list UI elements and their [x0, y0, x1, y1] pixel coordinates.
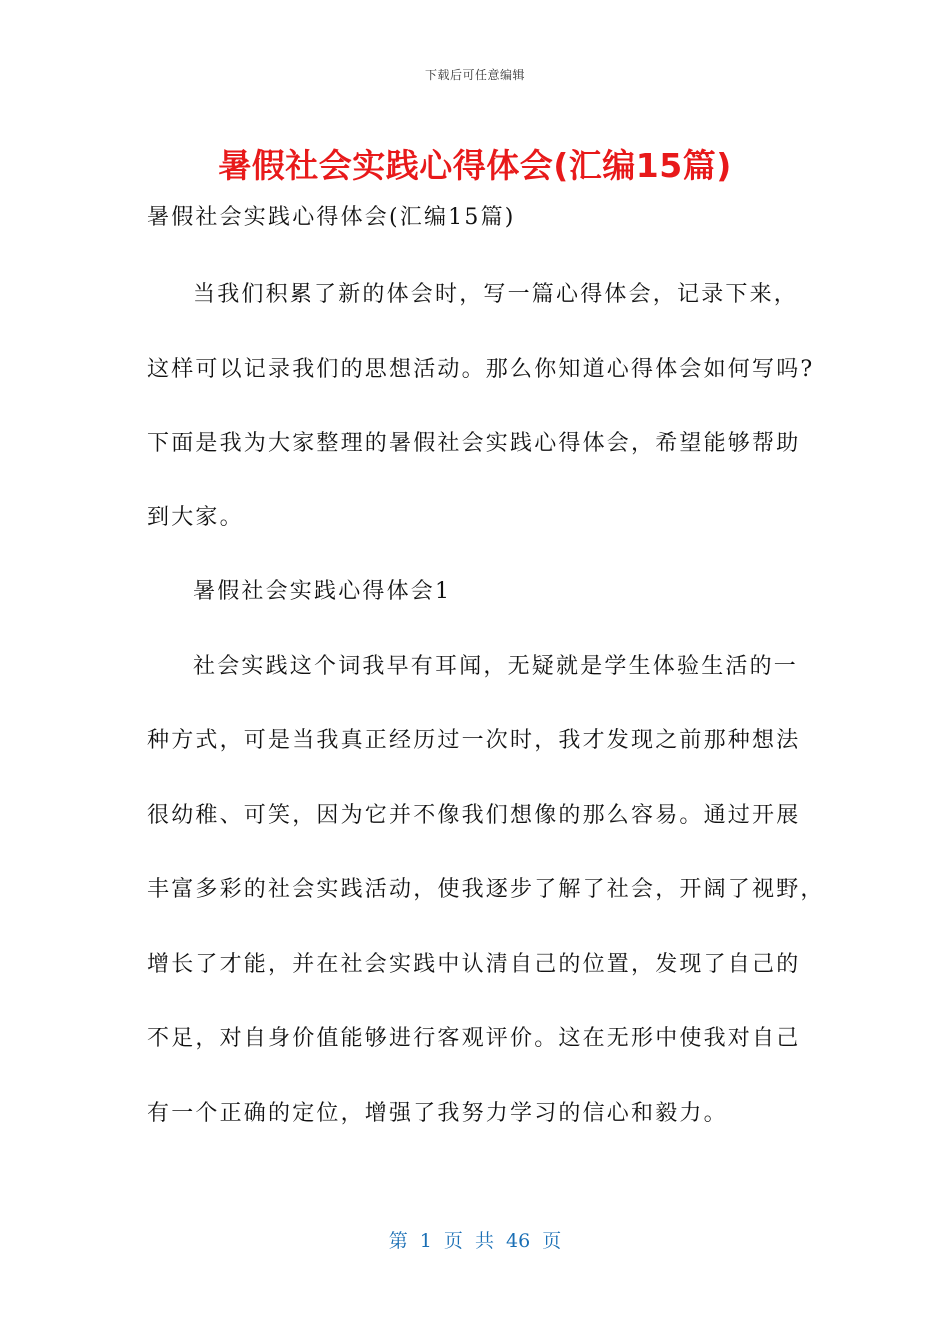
header-note: 下载后可任意编辑: [424, 68, 525, 82]
paragraph-line: 很幼稚、可笑，因为它并不像我们想像的那么容易。通过开展: [147, 803, 801, 828]
paragraph-line: 增长了才能，并在社会实践中认清自己的位置，发现了自己的: [147, 952, 801, 977]
document-title: 暑假社会实践心得体会(汇编15篇): [218, 146, 732, 185]
subtitle-line: 暑假社会实践心得体会(汇编15篇): [147, 205, 516, 230]
paragraph-line: 这样可以记录我们的思想活动。那么你知道心得体会如何写吗?: [147, 357, 815, 382]
paragraph-line: 不足，对自身价值能够进行客观评价。这在无形中使我对自己: [147, 1026, 801, 1051]
section-heading: 暑假社会实践心得体会1: [193, 579, 452, 604]
paragraph-line: 到大家。: [147, 505, 244, 530]
paragraph-line: 下面是我为大家整理的暑假社会实践心得体会，希望能够帮助: [147, 431, 801, 456]
paragraph-line: 有一个正确的定位，增强了我努力学习的信心和毅力。: [147, 1101, 728, 1126]
paragraph-line: 社会实践这个词我早有耳闻，无疑就是学生体验生活的一: [193, 654, 799, 679]
paragraph-line: 当我们积累了新的体会时，写一篇心得体会，记录下来，: [193, 282, 799, 307]
paragraph-line: 种方式，可是当我真正经历过一次时，我才发现之前那种想法: [147, 728, 801, 753]
paragraph-line: 丰富多彩的社会实践活动，使我逐步了解了社会，开阔了视野，: [147, 877, 825, 902]
page-number-footer: 第 1 页 共 46 页: [388, 1230, 562, 1252]
